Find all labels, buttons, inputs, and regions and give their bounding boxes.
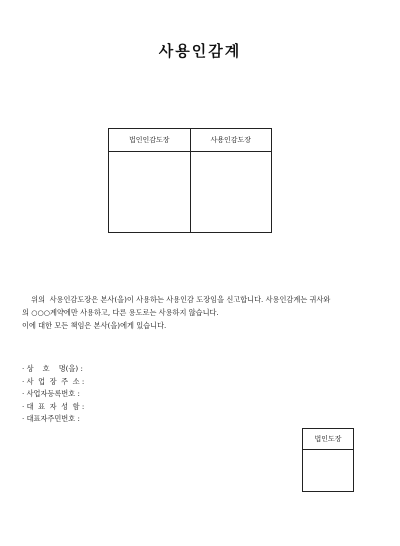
info-fields xyxy=(22,363,84,426)
user-seal-box xyxy=(190,152,272,233)
corporate-seal-label: 법인도장 xyxy=(303,429,353,450)
user-seal-header: 사용인감도장 xyxy=(190,129,272,152)
declaration-line: 위의 사용인감도장은 본사(을)이 사용하는 사용인감 도장임을 신고합니다. 사용인감계는 귀사와 xyxy=(22,295,331,304)
corporate-seal-box xyxy=(109,152,191,233)
document-title: 사용인감계 xyxy=(158,42,242,60)
declaration-line: 이에 대한 모든 책임은 본사(을)에게 있습니다. xyxy=(22,321,167,330)
field-representative-name: · 대 표 자 성 함 : xyxy=(22,401,85,411)
declaration-text xyxy=(22,293,382,332)
corporate-seal-stamp-box xyxy=(302,428,354,492)
field-company-name: · 상 호 명(을) : xyxy=(22,364,83,373)
declaration-line: 의 ○○○계약에만 사용하고, 다른 용도로는 사용하지 않습니다. xyxy=(22,308,219,317)
field-representative-id: · 대표자주민번호 : xyxy=(22,414,80,423)
seal-table xyxy=(108,128,272,233)
field-business-address: · 사 업 장 주 소 : xyxy=(22,376,85,386)
corporate-seal-header: 법인인감도장 xyxy=(109,129,191,152)
field-business-reg-number: · 사업자등록번호 : xyxy=(22,389,80,398)
